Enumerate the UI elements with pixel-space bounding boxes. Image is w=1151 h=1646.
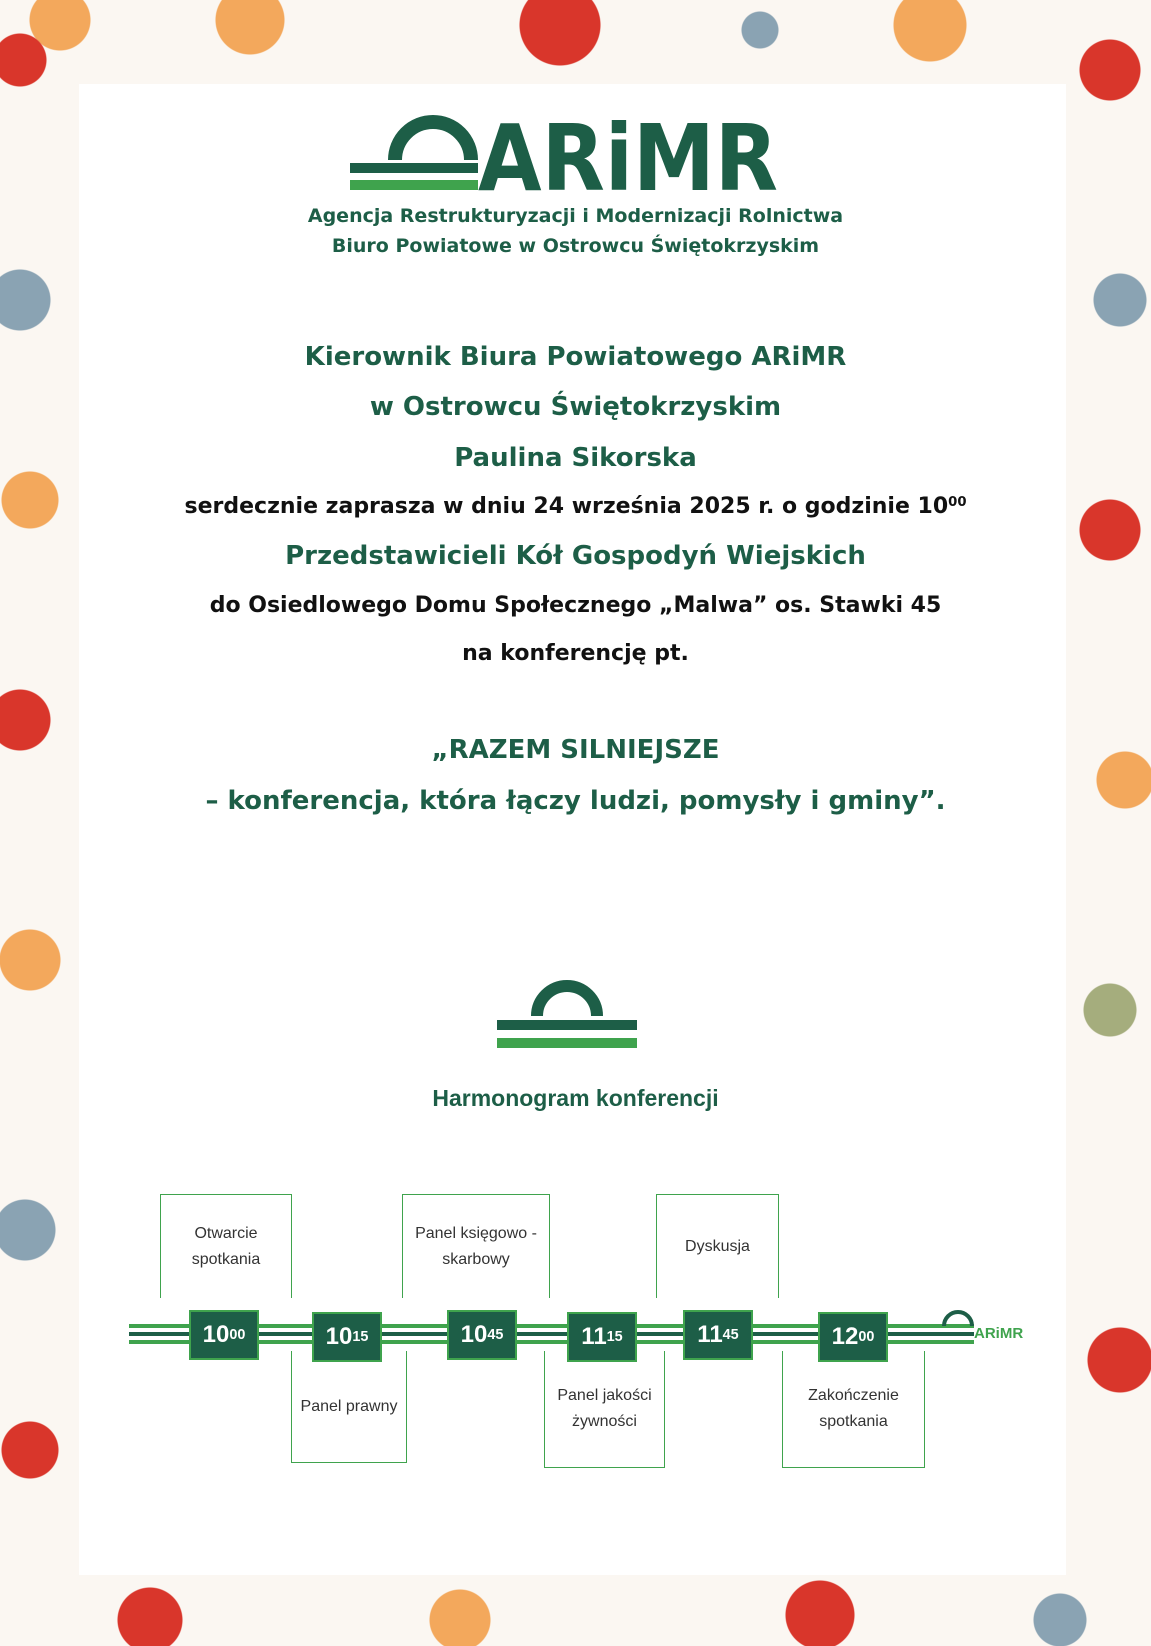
conference-title: „RAZEM SILNIEJSZE: [431, 735, 720, 765]
invite-line1: Kierownik Biura Powiatowego ARiMR: [304, 342, 847, 372]
invite-venue: do Osiedlowego Domu Społecznego „Malwa” os. Stawki 45: [209, 593, 942, 618]
time-badge: 10 15: [312, 1312, 382, 1362]
office-name: Biuro Powiatowe w Ostrowcu Świętokrzyskim: [331, 235, 820, 257]
time-badge: 11 15: [567, 1312, 637, 1362]
time-badge: 11 45: [683, 1310, 753, 1360]
svg-text:ARiMR: ARiMR: [974, 1325, 1024, 1342]
timeline-end-logo: [940, 1302, 1030, 1342]
schedule-label: Panel księgowo - skarbowy: [402, 1194, 550, 1298]
schedule-label: Panel prawny: [291, 1351, 407, 1463]
schedule-label: Zakończenie spotkania: [782, 1351, 925, 1468]
invite-line2: w Ostrowcu Świętokrzyskim: [369, 392, 782, 422]
host-name: Paulina Sikorska: [454, 443, 697, 473]
arimr-emblem-icon: [497, 968, 637, 1058]
time-badge: 10 45: [447, 1310, 517, 1360]
invite-line7: na konferencję pt.: [462, 641, 689, 666]
conference-subtitle: – konferencja, która łączy ludzi, pomysły i gminy”.: [205, 786, 946, 816]
invite-audience: Przedstawicieli Kół Gospodyń Wiejskich: [285, 541, 866, 571]
arch-icon: [395, 122, 471, 160]
arimr-logo: [350, 105, 780, 212]
schedule-heading: Harmonogram konferencji: [432, 1085, 719, 1111]
invite-date: serdecznie zaprasza w dniu 24 września 2025 r. o godzinie $10^{00}$: [184, 494, 967, 519]
schedule-label: Dyskusja: [656, 1194, 779, 1298]
time-badge: 10 00: [189, 1310, 259, 1360]
svg-text:ARiMR: ARiMR: [478, 105, 778, 212]
schedule-label: Panel jakości żywności: [544, 1351, 665, 1468]
time-badge: 12 00: [818, 1312, 888, 1362]
agency-name: Agencja Restrukturyzacji i Modernizacji Rolnictwa: [307, 205, 844, 227]
schedule-label: Otwarcie spotkania: [160, 1194, 292, 1298]
